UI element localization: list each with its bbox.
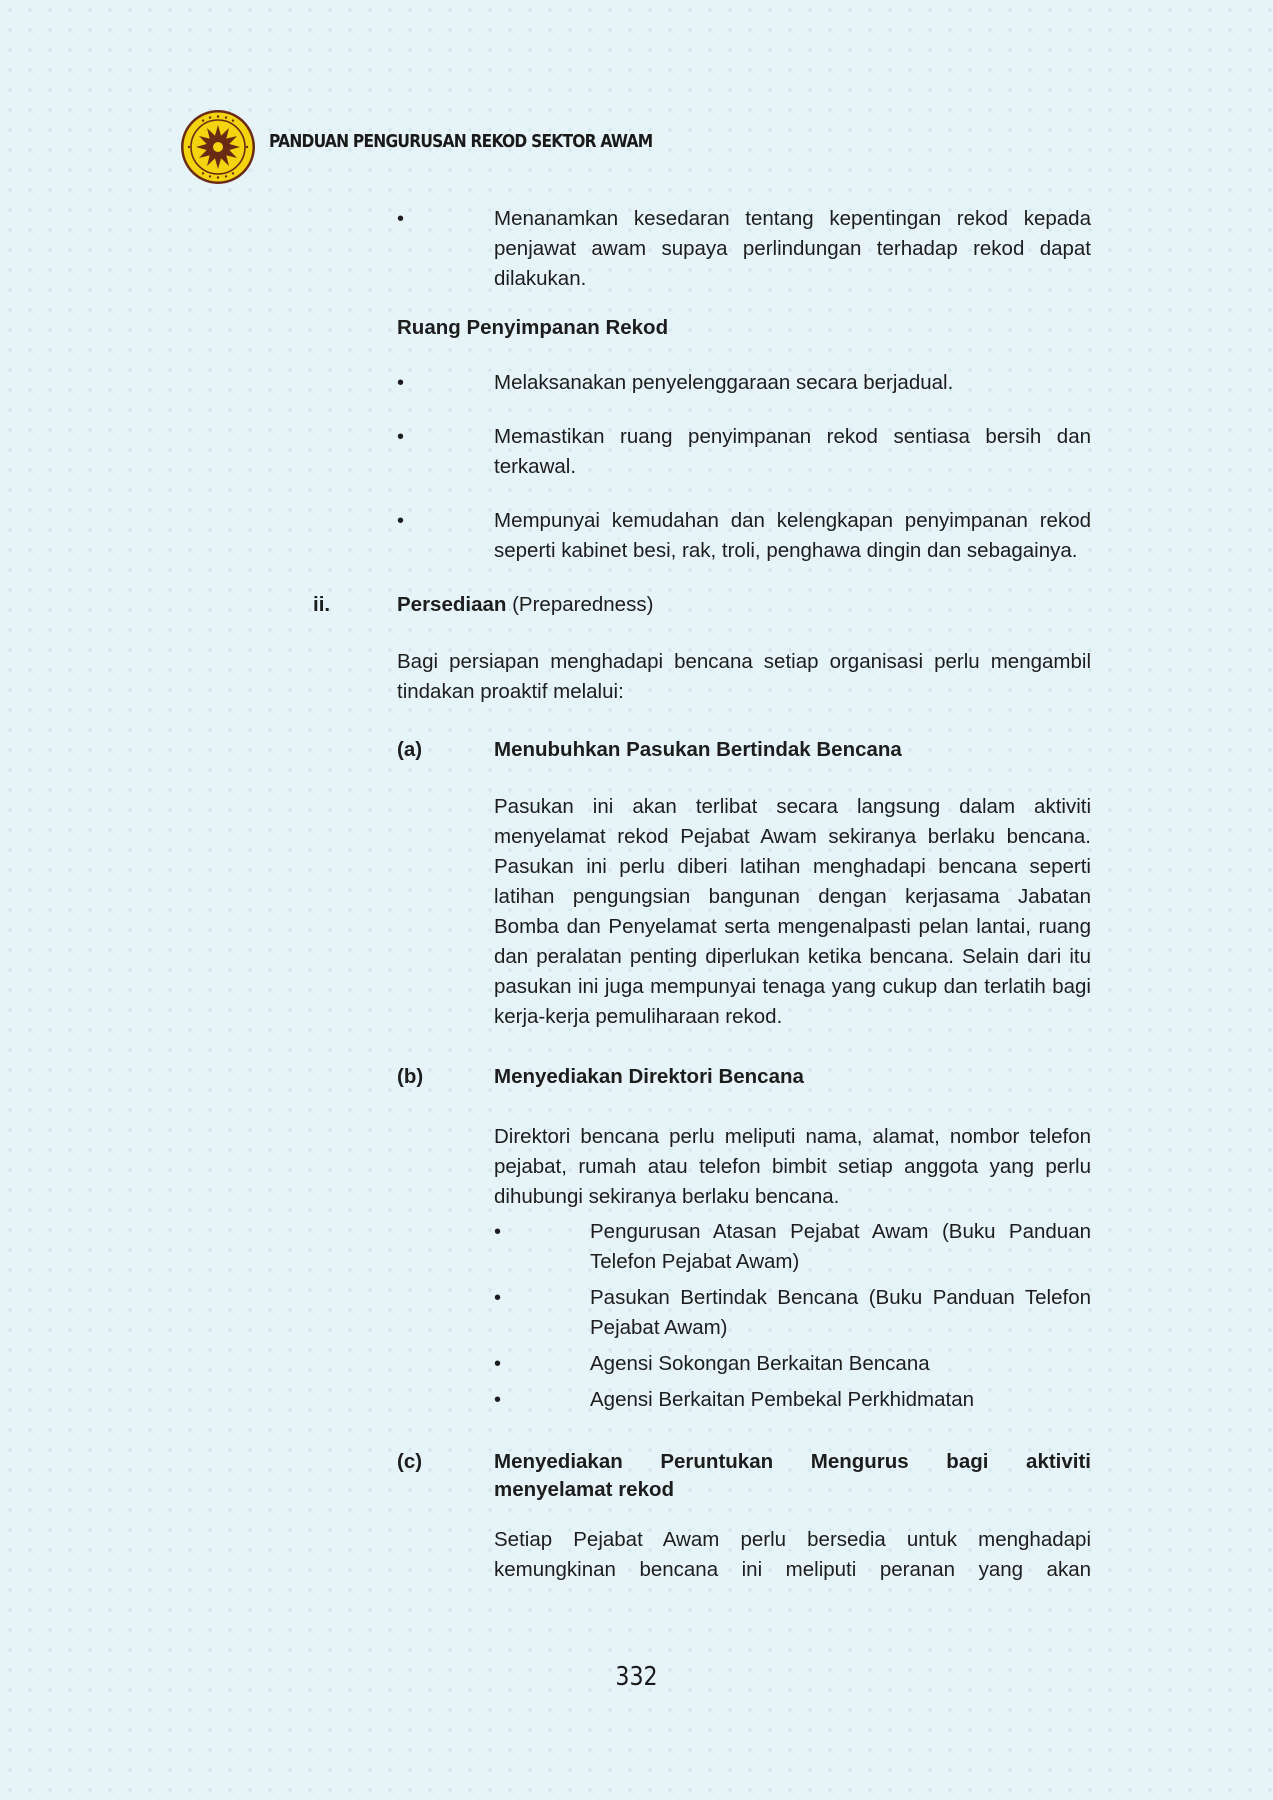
bullet-icon: • [494, 1221, 502, 1243]
bullet-icon: • [397, 426, 405, 448]
sub-a-body: Pasukan ini akan terlibat secara langsung dalam aktiviti menyelamat rekod Pejabat Awam sekiranya berlaku bencana. Pasukan ini perlu diberi latihan menghadapi bencana seperti latihan pengungsian bangunan dengan kerjasama Jabatan Bomba dan Penyelamat serta mengenalpasti pelan lantai, ruang dan peralatan penting diperlukan ketika bencana. Selain dari itu pasukan ini juga mempunyai tenaga yang cukup dan terlatih bagi kerja-kerja pemuliharaan rekod. [494, 795, 1091, 1028]
bullet-icon: • [494, 1287, 502, 1309]
directory-item-2: Pasukan Bertindak Bencana (Buku Panduan Telefon Pejabat Awam) [590, 1286, 1091, 1339]
bullet-icon: • [397, 372, 405, 394]
sub-a-label: (a) [397, 738, 423, 761]
storage-item-1: Melaksanakan penyelenggaraan secara berjadual. [494, 371, 954, 394]
page-number: 332 [615, 1662, 658, 1692]
section-title [397, 590, 653, 620]
intro-bullet-text: Menanamkan kesedaran tentang kepentingan rekod kepada penjawat awam supaya perlindungan terhadap rekod dapat dilakukan. [494, 207, 1091, 290]
storage-item-3: Mempunyai kemudahan dan kelengkapan penyimpanan rekod seperti kabinet besi, rak, troli, penghawa dingin dan sebagainya. [494, 509, 1091, 562]
sub-b-label: (b) [397, 1065, 424, 1088]
national-archives-seal-logo [180, 109, 256, 185]
directory-item-4: Agensi Berkaitan Pembekal Perkhidmatan [590, 1388, 975, 1411]
directory-item-1: Pengurusan Atasan Pejabat Awam (Buku Panduan Telefon Pejabat Awam) [590, 1220, 1091, 1273]
sub-b-body: Direktori bencana perlu meliputi nama, alamat, nombor telefon pejabat, rumah atau telefon bimbit setiap anggota yang perlu dihubungi sekiranya berlaku bencana. [494, 1125, 1091, 1208]
bullet-icon: • [494, 1389, 502, 1411]
sub-c-label: (c) [397, 1450, 423, 1473]
sub-c-body-line2: kemungkinan bencana ini meliputi peranan yang akan [494, 1558, 1091, 1581]
section-numeral: ii. [313, 593, 331, 616]
storage-section-heading: Ruang Penyimpanan Rekod [397, 316, 669, 339]
header-title: PANDUAN PENGURUSAN REKOD SEKTOR AWAM [269, 131, 653, 152]
sub-c-heading-line2: menyelamat rekod [494, 1478, 675, 1501]
section-intro: Bagi persiapan menghadapi bencana setiap organisasi perlu mengambil tindakan proaktif melalui: [397, 650, 1091, 703]
section-title-rest: (Preparedness) [506, 593, 654, 616]
storage-item-2: Memastikan ruang penyimpanan rekod sentiasa bersih dan terkawal. [494, 425, 1091, 478]
bullet-icon: • [494, 1353, 502, 1375]
sub-c-heading-line1: Menyediakan Peruntukan Mengurus bagi aktiviti [494, 1450, 1091, 1473]
section-title-bold: Persediaan [397, 593, 507, 616]
bullet-icon: • [397, 510, 405, 532]
sub-c-body-line1: Setiap Pejabat Awam perlu bersedia untuk menghadapi [494, 1528, 1091, 1551]
directory-item-3: Agensi Sokongan Berkaitan Bencana [590, 1352, 930, 1375]
bullet-icon: • [397, 208, 405, 230]
sub-b-heading: Menyediakan Direktori Bencana [494, 1065, 804, 1088]
sub-a-heading: Menubuhkan Pasukan Bertindak Bencana [494, 738, 902, 761]
